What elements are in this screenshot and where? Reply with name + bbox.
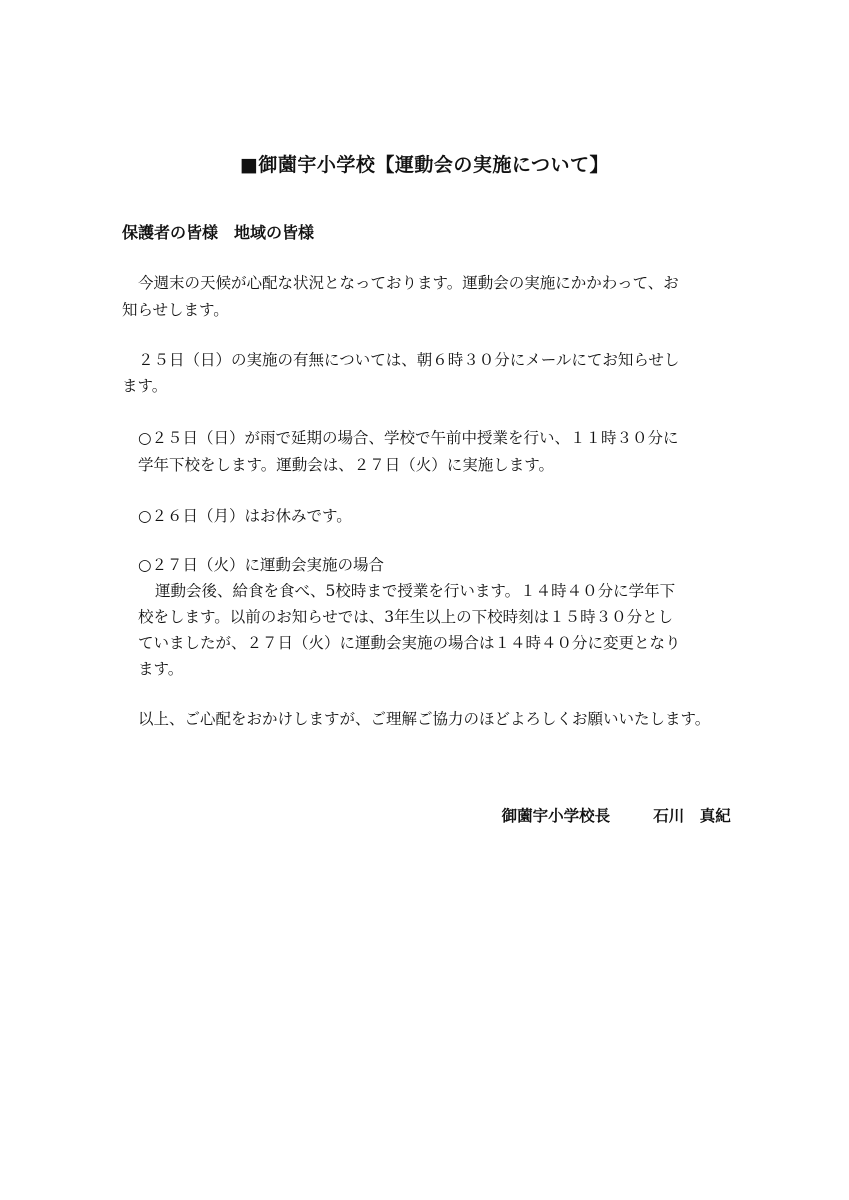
paragraph-5-line-4: ていましたが、２７日（火）に運動会実施の場合は１４時４０分に変更となり bbox=[138, 634, 681, 652]
paragraph-1-line-1: 今週末の天候が心配な状況となっております。運動会の実施にかかわって、お bbox=[138, 274, 679, 292]
paragraph-3-line-1: ○２５日（日）が雨で延期の場合、学校で午前中授業を行い、１１時３０分に bbox=[138, 429, 679, 447]
paragraph-2-line-2: ます。 bbox=[122, 377, 168, 395]
salutation: 保護者の皆様 地域の皆様 bbox=[122, 223, 315, 242]
paragraph-2-line-1: ２５日（日）の実施の有無については、朝６時３０分にメールにてお知らせし bbox=[138, 351, 680, 369]
paragraph-5-line-1: ○２７日（火）に運動会実施の場合 bbox=[138, 556, 385, 574]
paragraph-3-line-2: 学年下校をします。運動会は、２７日（火）に実施します。 bbox=[138, 456, 555, 474]
paragraph-5-line-3: 校をします。以前のお知らせでは、3年生以上の下校時刻は１５時３０分とし bbox=[138, 608, 674, 626]
signature-gap bbox=[610, 807, 653, 825]
document-title: ■御薗宇小学校【運動会の実施について】 bbox=[239, 154, 610, 176]
paragraph-5-line-5: ます。 bbox=[138, 660, 184, 678]
signature-name: 石川 真紀 bbox=[653, 807, 731, 825]
paragraph-5-line-2: 運動会後、給食を食べ、5校時まで授業を行います。１４時４０分に学年下 bbox=[155, 582, 676, 600]
signature-title: 御薗宇小学校長 bbox=[501, 807, 611, 825]
paragraph-6-line-1: 以上、ご心配をおかけしますが、ご理解ご協力のほどよろしくお願いいたします。 bbox=[138, 710, 711, 728]
paragraph-1-line-2: 知らせします。 bbox=[122, 301, 229, 319]
signature bbox=[480, 786, 731, 844]
paragraph-4-line-1: ○２６日（月）はお休みです。 bbox=[138, 507, 352, 525]
